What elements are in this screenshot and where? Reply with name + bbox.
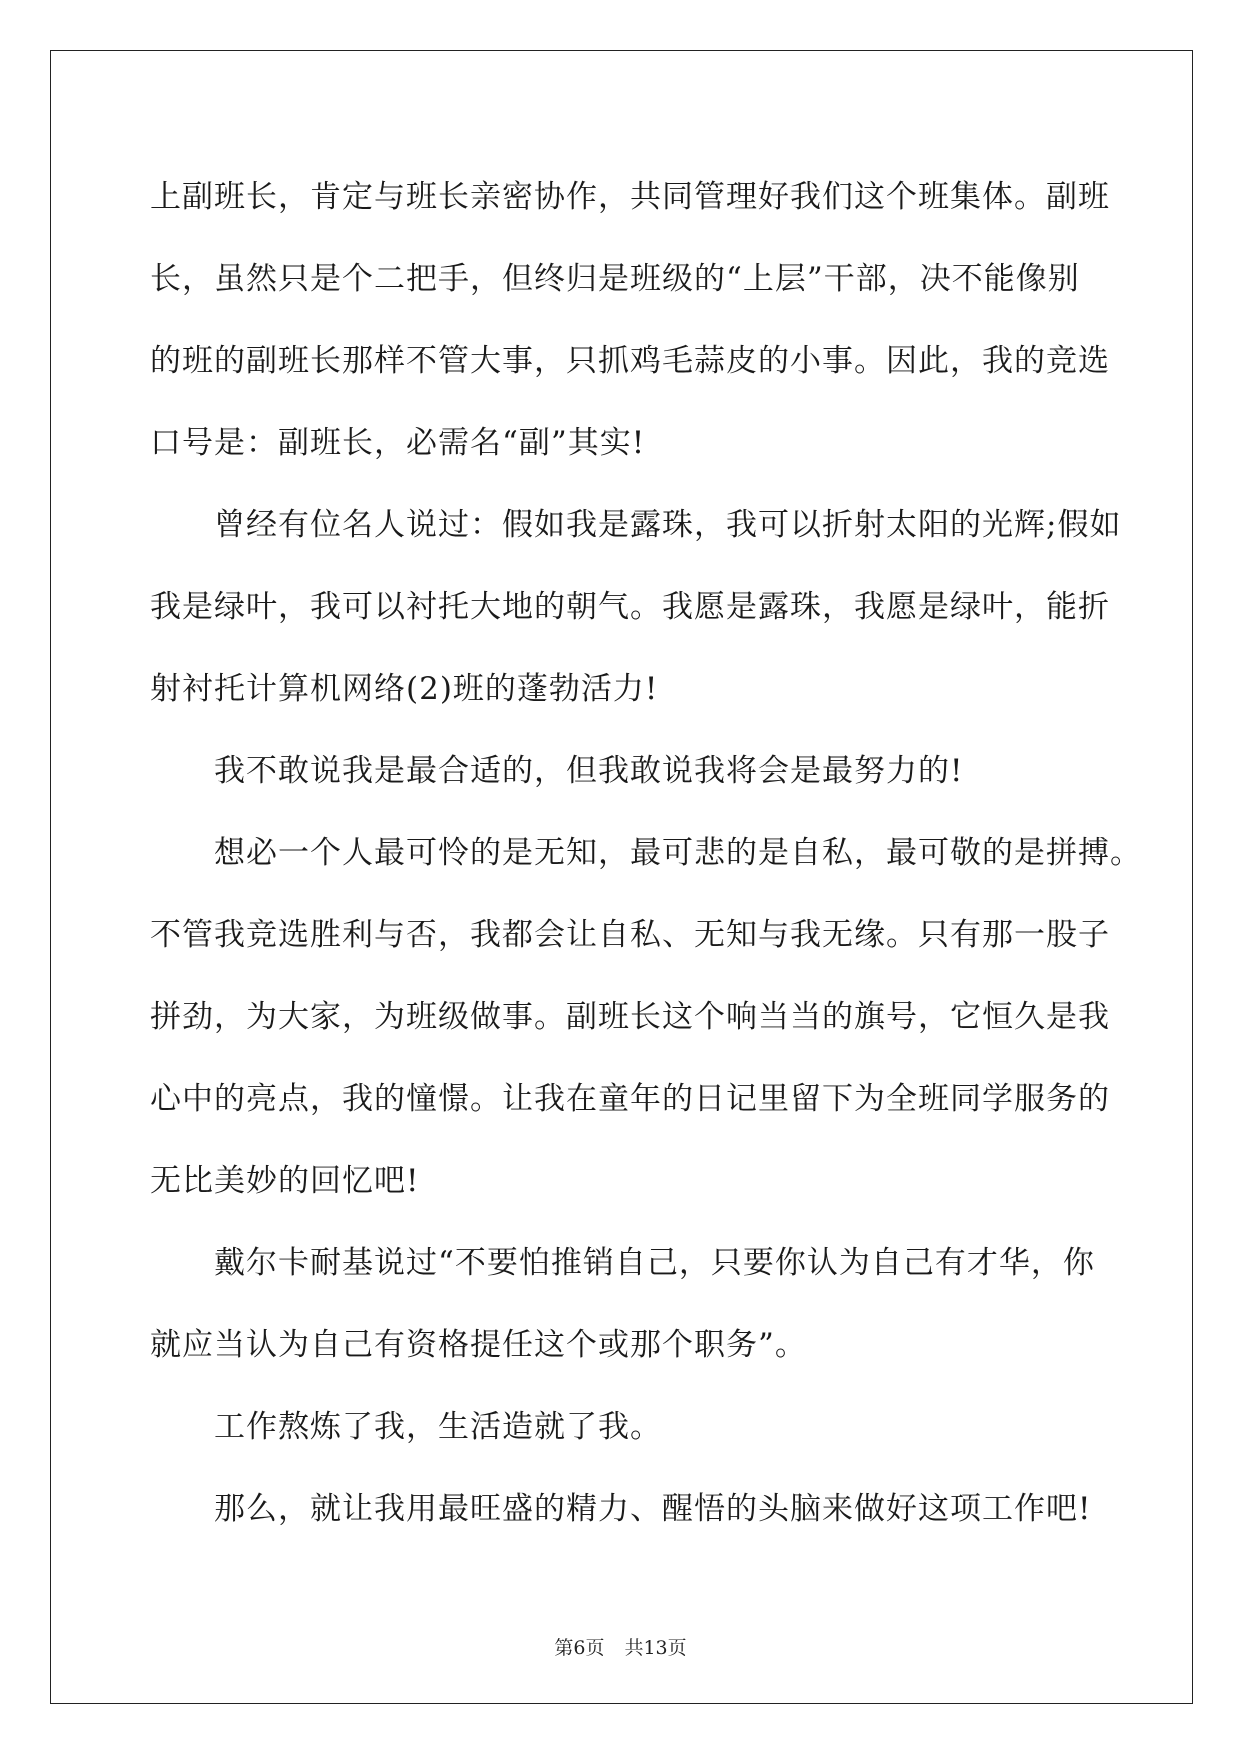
text-line: 心中的亮点，我的憧憬。让我在童年的日记里留下为全班同学服务的: [150, 1081, 1110, 1117]
text-line: 无比美妙的回忆吧!: [150, 1163, 420, 1199]
page-number: 第6页: [554, 1637, 605, 1659]
text-line: 拼劲，为大家，为班级做事。副班长这个响当当的旗号，它恒久是我: [150, 999, 1110, 1035]
text-line: 射衬托计算机网络(2)班的蓬勃活力!: [150, 671, 659, 707]
text-line: 就应当认为自己有资格提任这个或那个职务”。: [150, 1327, 807, 1363]
page-total: 共13页: [624, 1637, 687, 1659]
paragraph-start: 工作熬炼了我，生活造就了我。: [214, 1409, 662, 1445]
text-line: 长，虽然只是个二把手，但终归是班级的“上层”干部，决不能像别: [150, 261, 1080, 297]
text-line: 口号是：副班长，必需名“副”其实!: [150, 425, 646, 461]
text-line: 不管我竞选胜利与否，我都会让自私、无知与我无缘。只有那一股子: [150, 917, 1110, 953]
paragraph-start: 曾经有位名人说过：假如我是露珠，我可以折射太阳的光辉;假如: [214, 507, 1122, 543]
text-line: 的班的副班长那样不管大事，只抓鸡毛蒜皮的小事。因此，我的竞选: [150, 343, 1110, 379]
document-body: [150, 156, 1142, 1550]
paragraph-start: 那么，就让我用最旺盛的精力、醒悟的头脑来做好这项工作吧!: [214, 1491, 1092, 1527]
paragraph-start: 想必一个人最可怜的是无知，最可悲的是自私，最可敬的是拼搏。: [214, 835, 1142, 871]
page-footer: [0, 1633, 1241, 1660]
text-line: 我是绿叶，我可以衬托大地的朝气。我愿是露珠，我愿是绿叶，能折: [150, 589, 1110, 625]
text-line: 上副班长，肯定与班长亲密协作，共同管理好我们这个班集体。副班: [150, 179, 1110, 215]
paragraph-start: 戴尔卡耐基说过“不要怕推销自己，只要你认为自己有才华，你: [214, 1245, 1095, 1281]
paragraph-start: 我不敢说我是最合适的，但我敢说我将会是最努力的!: [214, 753, 964, 789]
